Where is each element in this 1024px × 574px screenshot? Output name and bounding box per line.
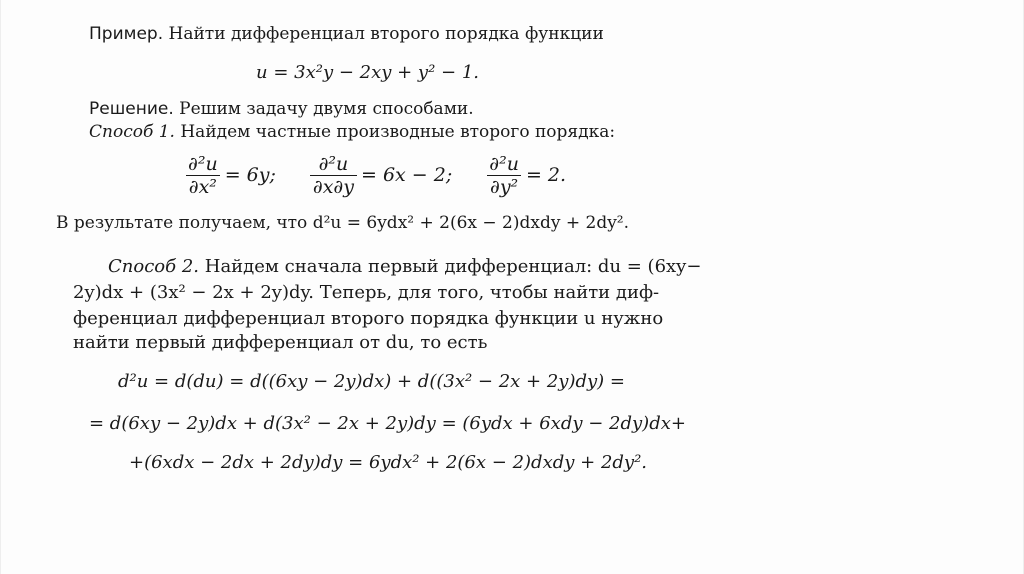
derivative-xx-num: ∂²u <box>188 152 218 175</box>
derivative-xx-den: ∂x² <box>186 175 220 198</box>
solution-label: Решение. <box>89 99 174 119</box>
result1-line: В результате получаем, что d²u = 6ydx² + 2(6x − 2)dxdy + 2dy². <box>56 213 630 233</box>
solution-text: Решим задачу двумя способами. <box>179 99 474 119</box>
method2-label: Способ 2. <box>108 256 200 277</box>
method2-line1-text: Найдем сначала первый дифференциал: du = (6xy− <box>204 256 702 277</box>
derivative-xy-num: ∂²u <box>318 152 349 175</box>
derivative-xy-den: ∂x∂y <box>310 175 357 198</box>
derivative-xy-value: = 6x − 2; <box>360 164 453 186</box>
equation-line-1: d²u = d(du) = d((6xy − 2y)dx) + d((3x² − 2x + 2y)dy) = <box>118 371 625 392</box>
method1-line <box>89 122 615 142</box>
derivative-yy-den: ∂y² <box>487 175 521 198</box>
derivative-xx-value: = 6y; <box>224 164 276 186</box>
method2-line2: 2y)dx + (3x² − 2x + 2y)dy. Теперь, для того, чтобы найти диф- <box>73 282 660 303</box>
equation-line-3: +(6xdx − 2dx + 2dy)dy = 6ydx² + 2(6x − 2)dxdy + 2dy². <box>129 452 648 473</box>
derivative-xx <box>185 153 221 198</box>
example-text: Найти дифференциал второго порядка функции <box>168 24 604 44</box>
example-line <box>89 24 604 44</box>
solution-line <box>89 99 474 119</box>
derivative-xy <box>310 153 357 198</box>
method1-label: Способ 1. <box>89 122 175 142</box>
method2-line3: ференциал дифференциал второго порядка функции u нужно <box>73 308 664 329</box>
second-derivatives <box>181 150 566 200</box>
method2-line4: найти первый дифференциал от du, то есть <box>73 332 488 353</box>
equation-line-2: = d(6xy − 2y)dx + d(3x² − 2x + 2y)dy = (6ydx + 6xdy − 2dy)dx+ <box>89 413 686 434</box>
example-label: Пример. <box>89 24 164 44</box>
derivative-yy-num: ∂²u <box>489 152 519 175</box>
derivative-yy <box>486 153 522 198</box>
method1-text: Найдем частные производные второго порядка: <box>180 122 616 142</box>
method2-line1 <box>108 256 701 277</box>
function-equation: u = 3x²y − 2xy + y² − 1. <box>256 62 480 83</box>
derivative-yy-value: = 2. <box>525 164 567 186</box>
